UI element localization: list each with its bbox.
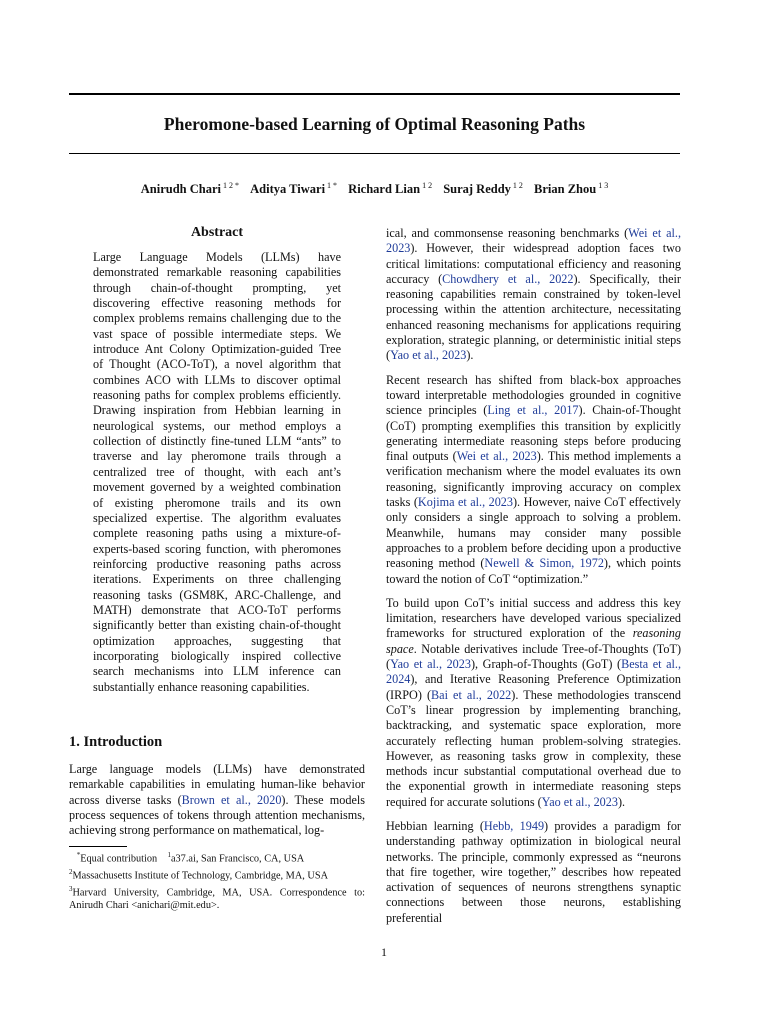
citation-link[interactable]: Yao et al., 2023 — [541, 794, 618, 809]
paragraph: Hebbian learning (Hebb, 1949) provides a paradigm for understanding pathway optimization in biological neural networks. The principle, commonly expressed as “neurons that fire together, wire together,” describes how repeated activation of sequences of neurons strengthens synaptic connections between those neurons, establishing preferential — [386, 818, 681, 925]
intro-paragraph-1-start: Large language models (LLMs) have demonstrated remarkable capabilities in emulating human-like behavior across diverse tasks (Brown et al., 2020). These models process sequences of tokens through attention mechanisms, achieving strong performance on mathematical, log- — [69, 762, 365, 838]
section-heading-introduction: 1. Introduction — [69, 734, 163, 750]
right-column — [386, 226, 681, 935]
citation-link[interactable]: Bai et al., 2022 — [431, 687, 512, 702]
citation-link[interactable]: Newell & Simon, 1972 — [484, 556, 604, 571]
citation-link[interactable]: Yao et al., 2023 — [390, 657, 471, 672]
author: Suraj Reddy $^{1 2}$ — [443, 181, 523, 197]
paragraph: To build upon CoT’s initial success and address this key limitation, researchers have developed various specialized frameworks for structured exploration of the reasoning space. Notable derivatives include Tree-of-Thoughts (ToT) (Yao et al., 2023), Graph-of-Thoughts (GoT) (Besta et al., 2024), and Iterative Reasoning Preference Optimization (IRPO) (Bai et al., 2022). These methodologies transcend CoT’s linear progression by implementing branching, backtracking, and systematic space exploration, more accurately reflecting human problem-solving strategies. However, as reasoning tasks grow in complexity, these methods incur substantial computational overhead due to the exponential growth in intermediate reasoning steps required for accurate solutions (Yao et al., 2023). — [386, 595, 681, 809]
citation-link[interactable]: Yao et al., 2023 — [390, 348, 467, 363]
abstract-text: Large Language Models (LLMs) have demonstrated remarkable reasoning capabilities through chain-of-thought prompting, yet discovering effective reasoning methods for complex problems remains challenging due to the vast space of possible intermediate steps. We introduce Ant Colony Optimization-guided Tree of Thought (ACO-ToT), a novel algorithm that combines ACO with LLMs to discover optimal reasoning paths for complex problems efficiently. Drawing inspiration from Hebbian learning in neurological systems, our method employs a collection of distinctly fine-tuned LLM “ants” to traverse and lay pheromone trails through a centralized tree of thought, with each ant’s movement governed by a weighted combination of existing pheromone trails and its own specialized expertise. The algorithm evaluates complete reasoning paths using a mixture-of-experts-based scoring function, with pheromones reinforcing productive reasoning paths across iterations. Experiments on three challenging reasoning tasks (GSM8K, ARC-Challenge, and MATH) demonstrate that ACO-ToT performs significantly better than existing chain-of-thought optimization approaches, suggesting that incorporating biologically inspired collective search mechanisms into LLM inference can substantially enhance reasoning capabilities. — [93, 250, 341, 694]
paper-title: Pheromone-based Learning of Optimal Reasoning Paths — [163, 114, 586, 134]
citation-link[interactable]: Wei et al., 2023 — [456, 449, 537, 464]
author: Richard Lian $^{1 2}$ — [348, 181, 433, 197]
paragraph: ical, and commonsense reasoning benchmarks (Wei et al., 2023). However, their widespread adoption faces two critical limitations: computational efficiency and reasoning accuracy (Chowdhery et al., 2022). Specifically, their reasoning capabilities remain constrained by token-level processing within the attention architecture, necessitating enhanced reasoning mechanisms for applications requiring exploration, strategic planning, or deterministic initial steps (Yao et al., 2023). — [386, 226, 681, 363]
author: Anirudh Chari $^{1 2 *}$ — [140, 181, 240, 197]
author-list — [69, 181, 680, 197]
author: Aditya Tiwari $^{1 *}$ — [250, 181, 338, 197]
footnote-rule — [69, 846, 127, 847]
citation-link[interactable]: Kojima et al., 2023 — [417, 495, 513, 510]
title-rule-bottom — [69, 153, 680, 154]
footnote: $^3$Harvard University, Cambridge, MA, USA. Correspondence to: Anirudh Chari <anichari@mit.edu>. — [69, 885, 365, 912]
footnote: *Equal contribution $^1$a37.ai, San Francisco, CA, USA — [76, 851, 305, 865]
citation-link[interactable]: Chowdhery et al., 2022 — [442, 271, 574, 286]
citation-link[interactable]: Hebb, 1949 — [483, 818, 545, 833]
author: Brian Zhou $^{1 3}$ — [534, 181, 609, 197]
footnotes — [69, 849, 365, 913]
abstract-heading: Abstract — [190, 225, 244, 240]
title-rule-top — [69, 93, 680, 95]
citation-link[interactable]: Ling et al., 2017 — [487, 403, 579, 418]
citation-link[interactable]: Besta et al., 2024 — [386, 657, 681, 687]
footnote: $^2$Massachusetts Institute of Technology, Cambridge, MA, USA — [69, 868, 329, 882]
page-number: 1 — [381, 945, 387, 959]
citation-link[interactable]: Wei et al., 2023 — [386, 226, 681, 256]
citation-link[interactable]: Brown et al., 2020 — [181, 792, 282, 807]
paragraph: Recent research has shifted from black-box approaches toward interpretable methodologies grounded in cognitive science principles (Ling et al., 2017). Chain-of-Thought (CoT) prompting exemplifies this transition by explicitly generating intermediate reasoning steps before producing final outputs (Wei et al., 2023). This method implements a verification mechanism where the model evaluates its own reasoning, significantly improving accuracy on complex tasks (Kojima et al., 2023). However, naive CoT effectively only considers a single approach to solving a problem. Meanwhile, humans may consider many possible approaches to a problem before deciding upon a productive reasoning method (Newell & Simon, 1972), which points toward the notion of CoT “optimization.” — [386, 372, 682, 586]
